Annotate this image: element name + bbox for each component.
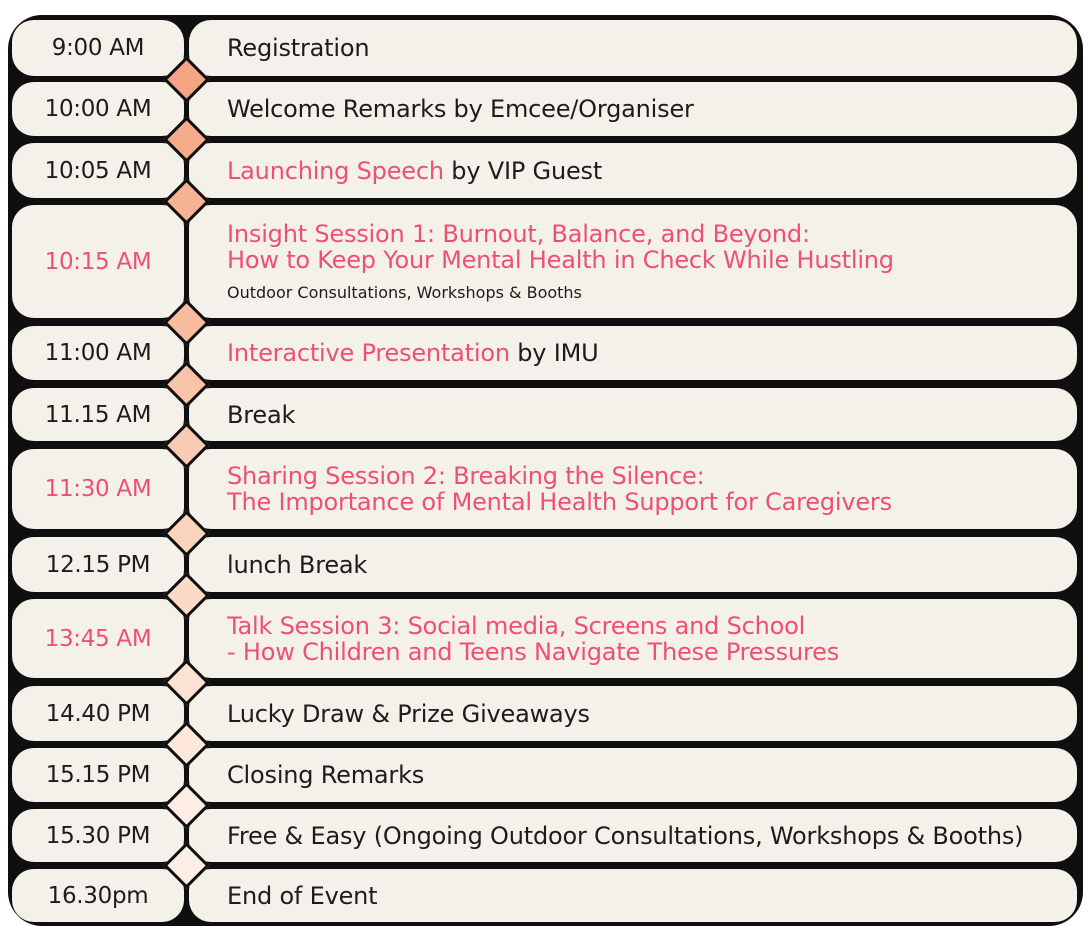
time-cell bbox=[12, 748, 184, 802]
time-cell bbox=[12, 686, 184, 741]
event-title bbox=[227, 95, 1077, 123]
time-cell bbox=[12, 537, 184, 592]
event-cell bbox=[189, 205, 1077, 318]
event-cell bbox=[189, 82, 1077, 136]
event-title bbox=[227, 822, 1077, 850]
event-title bbox=[227, 34, 1077, 62]
event-text: Closing Remarks bbox=[227, 761, 425, 789]
time-label: 14.40 PM bbox=[45, 700, 151, 727]
time-cell bbox=[12, 205, 184, 318]
event-cell bbox=[189, 748, 1077, 802]
event-cell bbox=[189, 388, 1077, 441]
event-cell bbox=[189, 809, 1077, 862]
event-title-line: Insight Session 1: Burnout, Balance, and Beyond: bbox=[227, 220, 810, 248]
time-label: 11.15 AM bbox=[44, 401, 152, 428]
time-label: 10:00 AM bbox=[44, 96, 152, 122]
time-label: 10:05 AM bbox=[44, 157, 152, 184]
event-highlight: Interactive Presentation bbox=[227, 339, 510, 367]
event-text: End of Event bbox=[227, 881, 378, 910]
event-text: Lucky Draw & Prize Giveaways bbox=[227, 699, 590, 728]
event-title-line: Talk Session 3: Social media, Screens and School bbox=[227, 611, 806, 640]
schedule-table bbox=[8, 15, 1083, 926]
time-label: 11:00 AM bbox=[44, 340, 152, 366]
time-label: 15.15 PM bbox=[45, 762, 151, 788]
time-cell bbox=[12, 388, 184, 441]
event-title bbox=[227, 551, 1077, 579]
event-title bbox=[227, 401, 1077, 429]
time-cell bbox=[12, 599, 184, 678]
time-cell bbox=[12, 326, 184, 380]
time-label: 10:15 AM bbox=[44, 248, 152, 275]
time-label: 13:45 AM bbox=[44, 625, 152, 652]
event-cell bbox=[189, 326, 1077, 380]
time-label: 11:30 AM bbox=[44, 476, 152, 502]
event-text: by IMU bbox=[509, 339, 599, 367]
event-text: by VIP Guest bbox=[443, 156, 603, 185]
time-cell bbox=[12, 809, 184, 862]
event-title-line: - How Children and Teens Navigate These Pressures bbox=[227, 637, 839, 666]
event-cell bbox=[189, 869, 1077, 922]
time-label: 9:00 AM bbox=[51, 35, 145, 61]
event-title bbox=[227, 882, 1077, 910]
time-cell bbox=[12, 20, 184, 76]
event-text: Break bbox=[227, 400, 296, 429]
time-label: 12.15 PM bbox=[45, 551, 151, 578]
event-cell bbox=[189, 449, 1077, 529]
event-text: Free & Easy (Ongoing Outdoor Consultations, Workshops & Booths) bbox=[227, 821, 1024, 850]
time-label: 16.30pm bbox=[47, 882, 149, 909]
event-cell bbox=[189, 686, 1077, 741]
event-title-line: How to Keep Your Mental Health in Check While Hustling bbox=[227, 246, 894, 274]
event-cell bbox=[189, 537, 1077, 592]
event-text: lunch Break bbox=[227, 550, 368, 579]
time-label: 15.30 PM bbox=[45, 822, 151, 849]
event-highlight: Launching Speech bbox=[227, 156, 444, 185]
time-cell bbox=[12, 82, 184, 136]
time-cell bbox=[12, 869, 184, 922]
event-text: Welcome Remarks by Emcee/Organiser bbox=[227, 95, 694, 123]
event-cell bbox=[189, 143, 1077, 198]
event-subtitle: Outdoor Consultations, Workshops & Booths bbox=[227, 283, 582, 302]
event-title-line: The Importance of Mental Health Support for Caregivers bbox=[227, 488, 892, 516]
event-title bbox=[227, 339, 1077, 367]
time-cell bbox=[12, 143, 184, 198]
event-text: Registration bbox=[227, 34, 370, 62]
event-cell bbox=[189, 599, 1077, 678]
event-title bbox=[227, 761, 1077, 789]
event-title bbox=[227, 700, 1077, 728]
event-title bbox=[227, 157, 1077, 185]
event-title-line: Sharing Session 2: Breaking the Silence: bbox=[227, 462, 705, 490]
time-cell bbox=[12, 449, 184, 529]
event-cell bbox=[189, 20, 1077, 76]
